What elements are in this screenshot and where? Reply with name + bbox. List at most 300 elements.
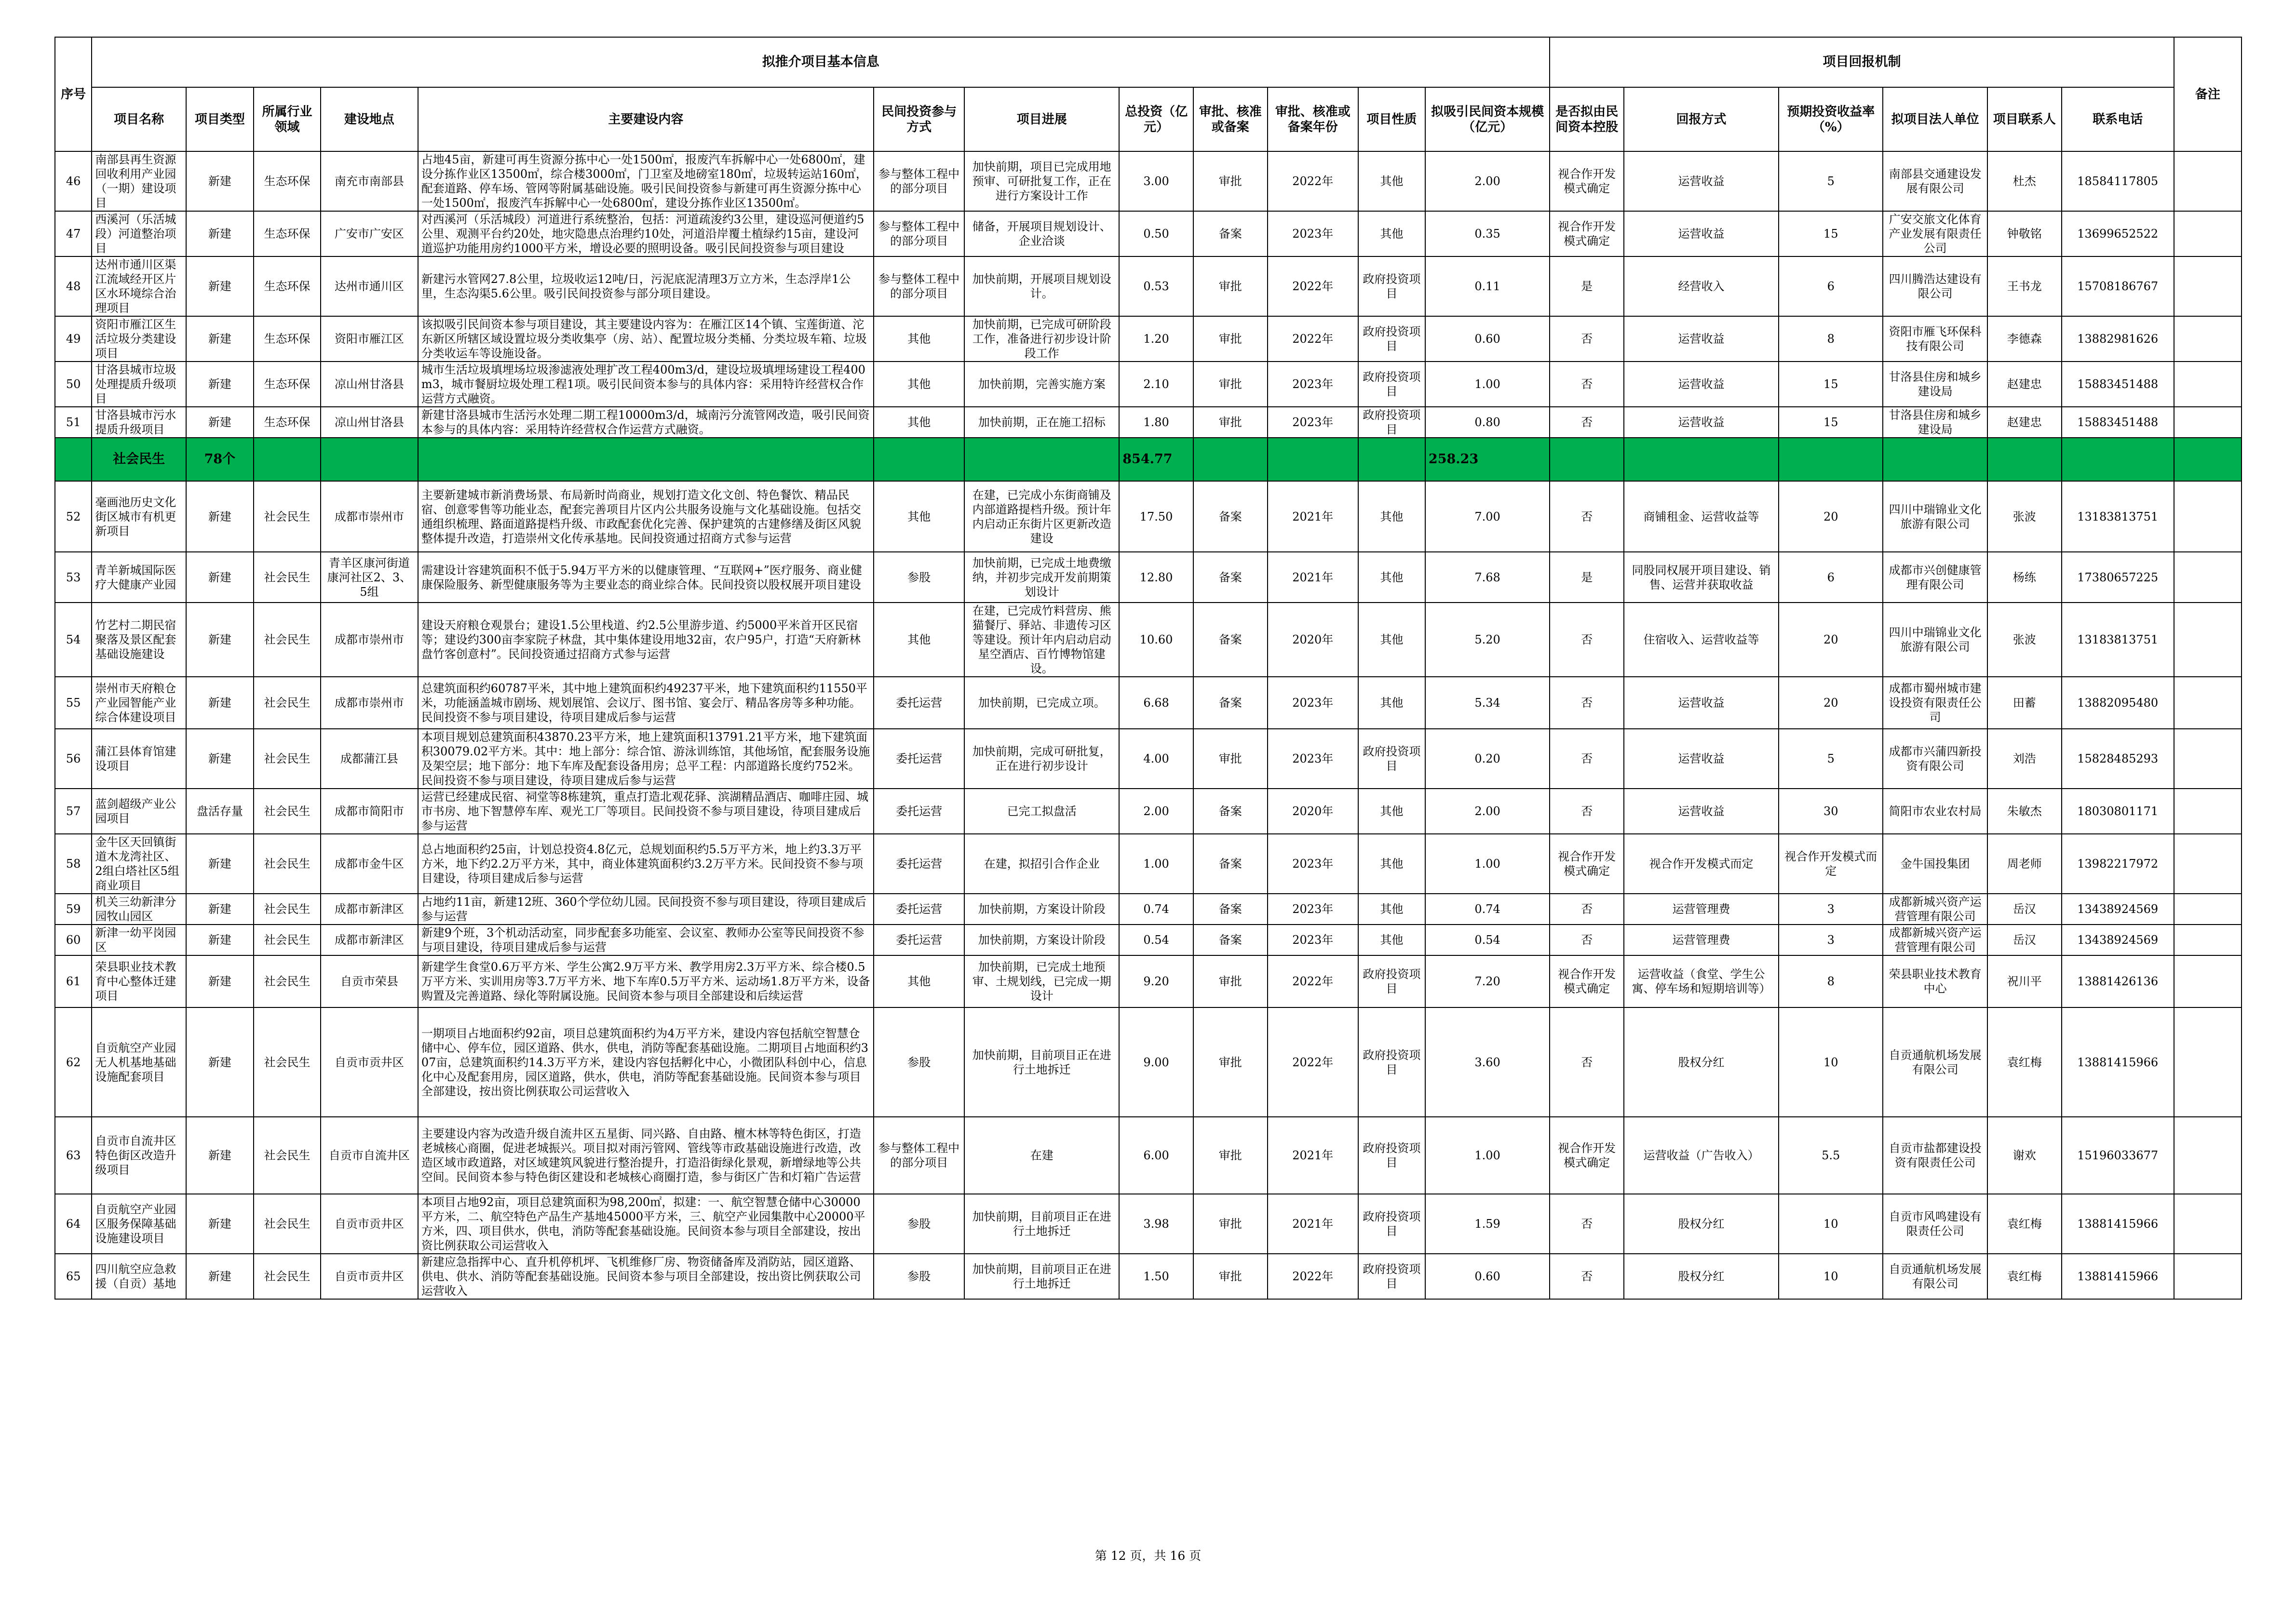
col-expected-return-rate-cell: 5.5 [1779,1117,1883,1194]
col-approval-cell: 备案 [1193,894,1268,925]
col-total-investment-cell: 12.80 [1119,552,1193,603]
col-industry-cell: 社会民生 [254,789,321,834]
col-phone-cell: 15708186767 [2062,256,2174,316]
col-return-mode-cell: 运营收益 [1624,211,1779,256]
col-private-controlled-cell: 否 [1550,362,1624,407]
col-industry-cell: 社会民生 [254,1194,321,1254]
col-contact-person-cell: 谢欢 [1987,1117,2062,1194]
col-legal-entity-cell: 广安交旅文化体育产业发展有限责任公司 [1883,211,1987,256]
col-private-controlled-cell: 否 [1550,603,1624,677]
col-legal-entity-cell: 荣县职业技术教育中心 [1883,955,1987,1007]
header-col-approval: 审批、核准或备案 [1193,87,1268,151]
col-location-cell: 凉山州甘洛县 [321,362,418,407]
col-industry-cell: 社会民生 [254,1254,321,1299]
col-project-name-cell: 甘洛县城市污水提质升级项目 [92,407,186,438]
col-return-mode-cell: 运营收益 [1624,729,1779,789]
col-participation-mode-cell: 参与整体工程中的部分项目 [874,151,964,211]
col-location-cell: 成都市新津区 [321,894,418,925]
col-participation-mode-cell: 参与整体工程中的部分项目 [874,256,964,316]
col-legal-entity-cell: 自贡通航机场发展有限公司 [1883,1254,1987,1299]
col-total-investment-cell: 4.00 [1119,729,1193,789]
col-seq-cell: 51 [55,407,92,438]
col-legal-entity-cell: 甘洛县住房和城乡建设局 [1883,407,1987,438]
col-private-controlled-cell: 视合作开发模式确定 [1550,955,1624,1007]
col-nature-cell: 其他 [1358,211,1425,256]
col-remark-cell [2174,362,2242,407]
col-seq-cell: 57 [55,789,92,834]
col-approval-cell: 审批 [1193,362,1268,407]
col-location-cell: 凉山州甘洛县 [321,407,418,438]
col-participation-mode-cell: 其他 [874,407,964,438]
col-seq-cell: 55 [55,677,92,729]
col-private-capital-cell: 1.00 [1425,834,1550,894]
col-contact-person-cell: 杜杰 [1987,151,2062,211]
col-industry-cell: 社会民生 [254,1117,321,1194]
header-col-location: 建设地点 [321,87,418,151]
col-total-investment-cell: 6.00 [1119,1117,1193,1194]
header-col-legal-entity: 拟项目法人单位 [1883,87,1987,151]
col-seq-cell: 64 [55,1194,92,1254]
col-contact-person-cell: 赵建忠 [1987,407,2062,438]
col-private-controlled-cell: 视合作开发模式确定 [1550,1117,1624,1194]
col-nature-cell: 政府投资项目 [1358,407,1425,438]
col-approval-year-cell: 2023年 [1268,834,1358,894]
col-nature-cell: 政府投资项目 [1358,1007,1425,1117]
subtotal-cell [1883,438,1987,481]
col-content-cell: 运营已经建成民宿、祠堂等8栋建筑，重点打造北观花驿、滨湖精品酒店、咖啡庄园、城市书房、地下智慧停车库、观光工厂等项目。民间投资不参与项目建设，待项目建成后参与运营 [418,789,874,834]
col-seq-cell: 48 [55,256,92,316]
col-phone-cell: 13881415966 [2062,1007,2174,1117]
col-total-investment-cell: 6.68 [1119,677,1193,729]
subtotal-cell [321,438,418,481]
col-remark-cell [2174,603,2242,677]
col-return-mode-cell: 视合作开发模式而定 [1624,834,1779,894]
subtotal-cell [874,438,964,481]
col-total-investment-cell: 0.74 [1119,894,1193,925]
col-expected-return-rate-cell: 5 [1779,729,1883,789]
col-approval-year-cell: 2020年 [1268,789,1358,834]
col-return-mode-cell: 商铺租金、运营收益等 [1624,481,1779,552]
header-col-nature: 项目性质 [1358,87,1425,151]
col-contact-person-cell: 张波 [1987,603,2062,677]
col-remark-cell [2174,1117,2242,1194]
col-location-cell: 青羊区康河街道康河社区2、3、5组 [321,552,418,603]
col-contact-person-cell: 钟敬铭 [1987,211,2062,256]
col-progress-cell: 加快前期，目前项目正在进行土地拆迁 [964,1254,1119,1299]
header-col-contact-person: 项目联系人 [1987,87,2062,151]
col-location-cell: 广安市广安区 [321,211,418,256]
col-project-type-cell: 新建 [186,1194,254,1254]
col-private-controlled-cell: 否 [1550,925,1624,955]
col-nature-cell: 政府投资项目 [1358,1194,1425,1254]
col-project-name-cell: 竹艺村二期民宿聚落及景区配套基础设施建设 [92,603,186,677]
col-legal-entity-cell: 四川中瑞锦业文化旅游有限公司 [1883,481,1987,552]
col-approval-year-cell: 2021年 [1268,1117,1358,1194]
col-content-cell: 新建甘洛县城市生活污水处理二期工程10000m3/d，城南污分流管网改造，吸引民间资本参与的具体内容：采用特许经营权合作运营方式融资。 [418,407,874,438]
col-approval-year-cell: 2023年 [1268,211,1358,256]
col-location-cell: 自贡市贡井区 [321,1194,418,1254]
col-private-capital-cell: 0.80 [1425,407,1550,438]
col-private-controlled-cell: 视合作开发模式确定 [1550,151,1624,211]
col-nature-cell: 政府投资项目 [1358,362,1425,407]
col-content-cell: 主要建设内容为改造升级自流井区五星街、同兴路、自由路、檀木林等特色街区，打造老城核心商圈，促进老城振兴。项目拟对雨污管网、管线等市政基础设施进行改造，改造区域市政道路，对区域建筑风貌进行整治提升，打造沿街绿化景观，新增绿地等公共空间。民间资本参与特色街区建设和老城核心商圈打造，参与街区广告和灯箱广告运营 [418,1117,874,1194]
col-nature-cell: 其他 [1358,894,1425,925]
col-remark-cell [2174,211,2242,256]
col-contact-person-cell: 岳汉 [1987,894,2062,925]
col-project-name-cell: 西溪河（乐活城段）河道整治项目 [92,211,186,256]
col-location-cell: 南充市南部县 [321,151,418,211]
col-progress-cell: 在建 [964,1117,1119,1194]
col-progress-cell: 加快前期，项目已完成用地预审、可研批复工作，正在进行方案设计工作 [964,151,1119,211]
col-private-controlled-cell: 视合作开发模式确定 [1550,211,1624,256]
col-project-type-cell: 盘活存量 [186,789,254,834]
col-total-investment-cell: 9.00 [1119,1007,1193,1117]
col-project-type-cell: 新建 [186,1007,254,1117]
col-industry-cell: 社会民生 [254,552,321,603]
col-total-investment-cell: 1.00 [1119,834,1193,894]
table-row [55,256,2242,316]
col-legal-entity-cell: 成都市兴蒲四新投资有限公司 [1883,729,1987,789]
col-return-mode-cell: 运营收益 [1624,407,1779,438]
table-row [55,1007,2242,1117]
col-private-controlled-cell: 否 [1550,677,1624,729]
col-location-cell: 成都市崇州市 [321,677,418,729]
col-project-name-cell: 蒲江县体育馆建设项目 [92,729,186,789]
col-progress-cell: 在建，已完成小东街商铺及内部道路提档升级。预计年内启动正东街片区更新改造建设 [964,481,1119,552]
table-row [55,407,2242,438]
col-return-mode-cell: 运营管理费 [1624,894,1779,925]
col-phone-cell: 13881426136 [2062,955,2174,1007]
col-nature-cell: 其他 [1358,552,1425,603]
col-remark-cell [2174,407,2242,438]
col-legal-entity-cell: 资阳市雁飞环保科技有限公司 [1883,316,1987,362]
col-private-capital-cell: 0.60 [1425,316,1550,362]
col-remark-cell [2174,151,2242,211]
col-approval-year-cell: 2022年 [1268,955,1358,1007]
header-col-progress: 项目进展 [964,87,1119,151]
col-progress-cell: 加快前期，目前项目正在进行土地拆迁 [964,1194,1119,1254]
col-remark-cell [2174,316,2242,362]
col-project-name-cell: 毫画池历史文化街区城市有机更新项目 [92,481,186,552]
table-row [55,894,2242,925]
col-approval-year-cell: 2022年 [1268,256,1358,316]
col-phone-cell: 15196033677 [2062,1117,2174,1194]
col-total-investment-cell: 1.80 [1119,407,1193,438]
col-phone-cell: 13438924569 [2062,894,2174,925]
header-col-private-controlled: 是否拟由民间资本控股 [1550,87,1624,151]
col-content-cell: 新建学生食堂0.6万平方米、学生公寓2.9万平方米、教学用房2.3万平方米、综合楼0.5万平方米、实训用房等3.7万平方米、地下车库0.5万平方米、运动场1.8万平方米，设备购置及完善道路、绿化等附属设施。民间资本参与项目全部建设和后续运营 [418,955,874,1007]
header-group-return: 项目回报机制 [1550,37,2174,87]
col-total-investment-cell: 10.60 [1119,603,1193,677]
col-seq-cell: 54 [55,603,92,677]
col-approval-year-cell: 2022年 [1268,151,1358,211]
col-participation-mode-cell: 委托运营 [874,834,964,894]
col-phone-cell: 15828485293 [2062,729,2174,789]
header-seq: 序号 [55,37,92,151]
col-project-type-cell: 新建 [186,362,254,407]
subtotal-cell [1624,438,1779,481]
col-nature-cell: 政府投资项目 [1358,256,1425,316]
col-private-capital-cell: 5.34 [1425,677,1550,729]
col-progress-cell: 加快前期，已完成可研阶段工作，准备进行初步设计阶段工作 [964,316,1119,362]
col-progress-cell: 加快前期，正在施工招标 [964,407,1119,438]
subtotal-count: 78个 [186,438,254,481]
col-expected-return-rate-cell: 8 [1779,955,1883,1007]
col-private-capital-cell: 2.00 [1425,789,1550,834]
col-location-cell: 自贡市贡井区 [321,1007,418,1117]
col-industry-cell: 生态环保 [254,256,321,316]
col-legal-entity-cell: 四川中瑞锦业文化旅游有限公司 [1883,603,1987,677]
col-return-mode-cell: 运营收益 [1624,316,1779,362]
col-expected-return-rate-cell: 8 [1779,316,1883,362]
header-col-expected-return-rate: 预期投资收益率（%） [1779,87,1883,151]
col-progress-cell: 加快前期，完成可研批复，正在进行初步设计 [964,729,1119,789]
col-phone-cell: 13881415966 [2062,1194,2174,1254]
col-content-cell: 本项目占地92亩，项目总建筑面积为98,200㎡，拟建：一、航空智慧仓储中心30000平方米，二、航空特色产品生产基地45000平方米，三、航空产业园集散中心20000平方米，四、项目供水，供电，消防等配套基础设施。民间资本参与项目全部建设，按出资比例获取公司运营收入 [418,1194,874,1254]
col-contact-person-cell: 袁红梅 [1987,1194,2062,1254]
table-row [55,552,2242,603]
subtotal-cell [2174,438,2242,481]
col-legal-entity-cell: 南部县交通建设发展有限公司 [1883,151,1987,211]
col-approval-year-cell: 2023年 [1268,729,1358,789]
col-project-type-cell: 新建 [186,894,254,925]
col-seq-cell: 59 [55,894,92,925]
col-progress-cell: 在建，拟招引合作企业 [964,834,1119,894]
table-row [55,603,2242,677]
col-legal-entity-cell: 成都市蜀州城市建设投资有限责任公司 [1883,677,1987,729]
col-total-investment-cell: 2.10 [1119,362,1193,407]
col-private-capital-cell: 2.00 [1425,151,1550,211]
col-legal-entity-cell: 四川腾浩达建设有限公司 [1883,256,1987,316]
table-row [55,729,2242,789]
col-content-cell: 总建筑面积约60787平米，其中地上建筑面积约49237平米，地下建筑面积约11550平米，功能涵盖城市剧场、规划展馆、会议厅、图书馆、宴会厅、精品客房等多种功能。民间投资不参与项目建设，待项目建成后参与运营 [418,677,874,729]
col-private-controlled-cell: 否 [1550,481,1624,552]
col-return-mode-cell: 经营收入 [1624,256,1779,316]
col-location-cell: 达州市通川区 [321,256,418,316]
col-return-mode-cell: 运营收益 [1624,789,1779,834]
col-expected-return-rate-cell: 视合作开发模式而定 [1779,834,1883,894]
col-seq-cell: 49 [55,316,92,362]
col-project-type-cell: 新建 [186,211,254,256]
col-return-mode-cell: 运营收益 [1624,151,1779,211]
col-total-investment-cell: 1.20 [1119,316,1193,362]
col-expected-return-rate-cell: 3 [1779,894,1883,925]
col-project-type-cell: 新建 [186,481,254,552]
col-content-cell: 总占地面积约25亩，计划总投资4.8亿元，总规划面积约5.5万平方米，地上约3.3万平方米，地下约2.2万平方米，其中，商业体建筑面积约3.2万平方米。民间投资不参与项目建设，待项目建成后参与运营 [418,834,874,894]
col-expected-return-rate-cell: 15 [1779,362,1883,407]
col-phone-cell: 15883451488 [2062,362,2174,407]
col-approval-year-cell: 2022年 [1268,316,1358,362]
subtotal-row [55,438,2242,481]
col-approval-cell: 审批 [1193,1194,1268,1254]
col-phone-cell: 13882981626 [2062,316,2174,362]
col-content-cell: 需建设计容建筑面积不低于5.94万平方米的以健康管理、“互联网+”医疗服务、商业健康保险服务、新型健康服务等为主要业态的商业综合体。民间投资以股权展开项目建设 [418,552,874,603]
col-phone-cell: 13881415966 [2062,1254,2174,1299]
col-location-cell: 自贡市贡井区 [321,1254,418,1299]
table-row [55,481,2242,552]
col-private-controlled-cell: 否 [1550,1254,1624,1299]
col-remark-cell [2174,1254,2242,1299]
col-nature-cell: 政府投资项目 [1358,1254,1425,1299]
col-return-mode-cell: 住宿收入、运营收益等 [1624,603,1779,677]
col-contact-person-cell: 袁红梅 [1987,1007,2062,1117]
col-approval-cell: 备案 [1193,481,1268,552]
col-content-cell: 该拟吸引民间资本参与项目建设，其主要建设内容为：在雁江区14个镇、宝莲街道、沱东新区所辖区域设置垃圾分类收集亭（房、站）、配置垃圾分类桶、分类垃圾车箱、垃圾分类收运车等设施设备。 [418,316,874,362]
col-project-type-cell: 新建 [186,834,254,894]
header-col-return-mode: 回报方式 [1624,87,1779,151]
col-industry-cell: 社会民生 [254,894,321,925]
subtotal-cell [418,438,874,481]
col-remark-cell [2174,256,2242,316]
col-seq-cell: 58 [55,834,92,894]
subtotal-cell [1268,438,1358,481]
col-expected-return-rate-cell: 10 [1779,1194,1883,1254]
col-phone-cell: 15883451488 [2062,407,2174,438]
col-nature-cell: 其他 [1358,834,1425,894]
table-row [55,834,2242,894]
col-private-controlled-cell: 否 [1550,894,1624,925]
col-progress-cell: 加快前期，已完成立项。 [964,677,1119,729]
col-private-capital-cell: 0.20 [1425,729,1550,789]
subtotal-total-investment: 854.77 [1119,438,1193,481]
col-industry-cell: 社会民生 [254,603,321,677]
col-seq-cell: 53 [55,552,92,603]
col-project-name-cell: 机关三幼新津分园牧山园区 [92,894,186,925]
col-private-controlled-cell: 是 [1550,552,1624,603]
col-project-type-cell: 新建 [186,925,254,955]
col-participation-mode-cell: 参股 [874,1007,964,1117]
col-return-mode-cell: 股权分红 [1624,1194,1779,1254]
col-nature-cell: 其他 [1358,603,1425,677]
col-legal-entity-cell: 甘洛县住房和城乡建设局 [1883,362,1987,407]
col-remark-cell [2174,925,2242,955]
col-participation-mode-cell: 参股 [874,1254,964,1299]
col-expected-return-rate-cell: 10 [1779,1007,1883,1117]
col-private-capital-cell: 7.20 [1425,955,1550,1007]
col-project-type-cell: 新建 [186,151,254,211]
col-private-controlled-cell: 否 [1550,789,1624,834]
col-private-controlled-cell: 否 [1550,729,1624,789]
table-row [55,1194,2242,1254]
subtotal-cell [1550,438,1624,481]
subtotal-private-capital: 258.23 [1425,438,1550,481]
col-private-capital-cell: 7.00 [1425,481,1550,552]
col-contact-person-cell: 杨练 [1987,552,2062,603]
col-return-mode-cell: 同股同权展开项目建设、销售、运营并获取收益 [1624,552,1779,603]
table-row [55,211,2242,256]
col-approval-cell: 审批 [1193,151,1268,211]
col-approval-cell: 备案 [1193,677,1268,729]
col-return-mode-cell: 运营收益（食堂、学生公寓、停车场和短期培训等） [1624,955,1779,1007]
col-content-cell: 新建污水管网27.8公里，垃圾收运12吨/日，污泥底泥清理3万立方米，生态浮岸1公里，生态沟渠5.6公里。吸引民间投资参与部分项目建设。 [418,256,874,316]
col-legal-entity-cell: 自贡市盐都建设投资有限责任公司 [1883,1117,1987,1194]
col-content-cell: 城市生活垃圾填埋场垃圾渗滤液处理扩改工程400m3/d，建设垃圾填埋场建设工程400m3，城市餐厨垃圾处理工程1项。吸引民间资本参与的具体内容：采用特许经营权合作运营方式融资。 [418,362,874,407]
col-participation-mode-cell: 委托运营 [874,925,964,955]
col-nature-cell: 政府投资项目 [1358,1117,1425,1194]
col-content-cell: 建设天府粮仓观景台；建设1.5公里栈道、约2.5公里游步道、约5000平米首开区民宿等；建设约300亩李家院子林盘，其中集体建设用地32亩，农户95户，打造“天府新林盘竹客创意村”。民间投资通过招商方式参与运营 [418,603,874,677]
col-approval-year-cell: 2021年 [1268,481,1358,552]
col-participation-mode-cell: 其他 [874,362,964,407]
col-project-name-cell: 崇州市天府粮仓产业园智能产业综合体建设项目 [92,677,186,729]
subtotal-cell [55,438,92,481]
col-project-type-cell: 新建 [186,256,254,316]
col-contact-person-cell: 袁红梅 [1987,1254,2062,1299]
col-expected-return-rate-cell: 10 [1779,1254,1883,1299]
col-remark-cell [2174,955,2242,1007]
col-contact-person-cell: 李德森 [1987,316,2062,362]
subtotal-cell [964,438,1119,481]
col-nature-cell: 其他 [1358,789,1425,834]
col-location-cell: 成都市简阳市 [321,789,418,834]
col-approval-year-cell: 2022年 [1268,1254,1358,1299]
col-total-investment-cell: 3.00 [1119,151,1193,211]
table-row [55,362,2242,407]
header-col-participation-mode: 民间投资参与方式 [874,87,964,151]
col-total-investment-cell: 2.00 [1119,789,1193,834]
col-location-cell: 成都市崇州市 [321,481,418,552]
col-remark-cell [2174,789,2242,834]
table-row [55,1117,2242,1194]
col-contact-person-cell: 周老师 [1987,834,2062,894]
col-remark-cell [2174,1007,2242,1117]
col-participation-mode-cell: 参股 [874,552,964,603]
header-group-basic: 拟推介项目基本信息 [92,37,1550,87]
subtotal-cell [1193,438,1268,481]
col-expected-return-rate-cell: 6 [1779,552,1883,603]
col-industry-cell: 社会民生 [254,1007,321,1117]
col-total-investment-cell: 1.50 [1119,1254,1193,1299]
col-content-cell: 本项目规划总建筑面积43870.23平方米，地上建筑面积13791.21平方米，地下建筑面积30079.02平方米。其中：地上部分：综合馆、游泳训练馆，其他场馆，配套服务设施及架空层；地下部分：地下车库及配套设备用房；总平工程：内部道路长度约752米。民间投资不参与项目建设，待项目建成后参与运营 [418,729,874,789]
col-progress-cell: 加快前期，开展项目规划设计。 [964,256,1119,316]
col-expected-return-rate-cell: 20 [1779,481,1883,552]
col-industry-cell: 社会民生 [254,834,321,894]
col-project-name-cell: 资阳市雁江区生活垃圾分类建设项目 [92,316,186,362]
col-legal-entity-cell: 成都市兴创健康管理有限公司 [1883,552,1987,603]
col-legal-entity-cell: 自贡市风鸣建设有限责任公司 [1883,1194,1987,1254]
col-contact-person-cell: 赵建忠 [1987,362,2062,407]
table-row [55,925,2242,955]
col-return-mode-cell: 运营收益（广告收入） [1624,1117,1779,1194]
col-private-capital-cell: 0.35 [1425,211,1550,256]
col-phone-cell: 18030801171 [2062,789,2174,834]
col-project-name-cell: 甘洛县城市垃圾处理提质升级项目 [92,362,186,407]
header-col-phone: 联系电话 [2062,87,2174,151]
header-col-private-capital: 拟吸引民间资本规模（亿元） [1425,87,1550,151]
col-content-cell: 占地45亩，新建可再生资源分拣中心一处1500㎡，报废汽车拆解中心一处6800㎡，建设分拣作业区13500㎡，综合楼3000㎡，门卫室及地磅室180㎡，垃圾转运站160㎡，配套道路、停车场、管网等附属基础设施。吸引民间投资参与新建可再生资源分拣中心一处1500㎡，报废汽车拆解中心一处6800㎡，建设分拣作业区13500㎡。 [418,151,874,211]
col-expected-return-rate-cell: 15 [1779,407,1883,438]
col-private-capital-cell: 1.00 [1425,1117,1550,1194]
col-phone-cell: 13183813751 [2062,481,2174,552]
col-progress-cell: 加快前期，已完成土地预审、土规划线，已完成一期设计 [964,955,1119,1007]
col-location-cell: 自贡市自流井区 [321,1117,418,1194]
col-private-capital-cell: 0.11 [1425,256,1550,316]
col-industry-cell: 社会民生 [254,677,321,729]
col-participation-mode-cell: 委托运营 [874,677,964,729]
col-approval-year-cell: 2023年 [1268,362,1358,407]
subtotal-category: 社会民生 [92,438,186,481]
col-phone-cell: 13882095480 [2062,677,2174,729]
header-col-project-name: 项目名称 [92,87,186,151]
col-approval-year-cell: 2023年 [1268,677,1358,729]
col-location-cell: 成都市金牛区 [321,834,418,894]
col-seq-cell: 63 [55,1117,92,1194]
col-legal-entity-cell: 自贡通航机场发展有限公司 [1883,1007,1987,1117]
col-approval-year-cell: 2020年 [1268,603,1358,677]
col-return-mode-cell: 运营收益 [1624,362,1779,407]
subtotal-cell [1779,438,1883,481]
col-approval-cell: 备案 [1193,211,1268,256]
col-project-type-cell: 新建 [186,677,254,729]
